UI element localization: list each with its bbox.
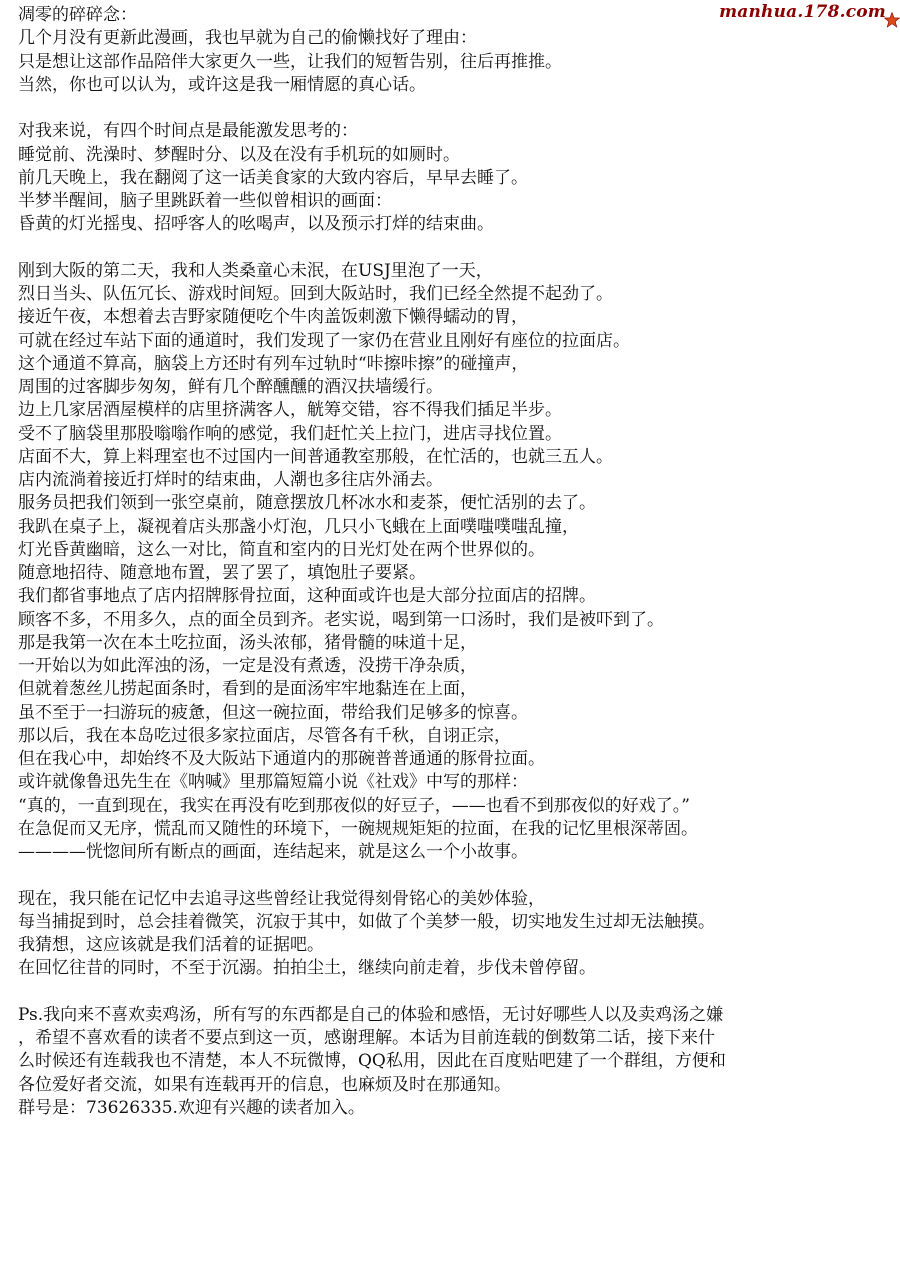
text-line: ，希望不喜欢看的读者不要点到这一页，感谢理解。本话为目前连载的倒数第二话，接下来什 xyxy=(18,1028,715,1048)
text-line: 一开始以为如此浑浊的汤，一定是没有煮透，没捞干净杂质， xyxy=(18,656,477,676)
paragraph-gap xyxy=(18,237,890,260)
text-line: 那是我第一次在本土吃拉面，汤头浓郁，猪骨髓的味道十足， xyxy=(18,632,477,653)
text-line: “真的，一直到现在，我实在再没有吃到那夜似的好豆子，——也看不到那夜似的好戏了。” xyxy=(18,795,690,816)
text-line: 灯光昏黄幽暗，这么一对比，简直和室内的日光灯处在两个世界似的。 xyxy=(18,539,545,560)
text-line: 边上几家居酒屋模样的店里挤满客人，觥筹交错，容不得我们插足半步。 xyxy=(18,400,562,421)
text-line: 服务员把我们领到一张空桌前，随意摆放几杯冰水和麦茶，便忙活别的去了。 xyxy=(18,493,596,514)
paragraph xyxy=(18,1004,890,1120)
text-line: 半梦半醒间，脑子里跳跃着一些似曾相识的画面： xyxy=(18,191,392,211)
text-line: 每当捕捉到时，总会挂着微笑，沉寂于其中，如做了个美梦一般，切实地发生过却无法触摸。 xyxy=(18,911,715,932)
text-line: 我们都省事地点了店内招牌豚骨拉面，这种面或许也是大部分拉面店的招牌。 xyxy=(18,586,596,607)
text-line: 但就着葱丝儿捞起面条时，看到的是面汤牢牢地黏连在上面， xyxy=(18,679,477,700)
text-line: 随意地招待、随意地布置，罢了罢了，填饱肚子要紧。 xyxy=(18,563,426,583)
text-line: 周围的过客脚步匆匆，鲜有几个醉醺醺的酒汉扶墙缓行。 xyxy=(18,377,443,397)
text-line: 睡觉前、洗澡时、梦醒时分、以及在没有手机玩的如厕时。 xyxy=(18,144,460,165)
text-line: 现在，我只能在记忆中去追寻这些曾经让我觉得刻骨铭心的美妙体验， xyxy=(18,888,545,909)
text-line: 当然，你也可以认为，或许这是我一厢情愿的真心话。 xyxy=(18,74,426,95)
text-line: 顾客不多，不用多久，点的面全员到齐。老实说，喝到第一口汤时，我们是被吓到了。 xyxy=(18,609,664,630)
text-line: ————恍惚间所有断点的画面，连结起来，就是这么一个小故事。 xyxy=(18,842,528,862)
text-line: 凋零的碎碎念： xyxy=(18,5,137,25)
text-line: 烈日当头、队伍冗长、游戏时间短。回到大阪站时，我们已经全然提不起劲了。 xyxy=(18,284,613,304)
text-line: 刚到大阪的第二天，我和人类桑童心未泯，在USJ里泡了一天， xyxy=(18,260,493,281)
text-line: 前几天晚上，我在翻阅了这一话美食家的大致内容后，早早去睡了。 xyxy=(18,167,528,188)
text-line: 昏黄的灯光摇曳、招呼客人的吆喝声，以及预示打烊的结束曲。 xyxy=(18,214,494,235)
paragraph xyxy=(18,888,890,981)
text-line: 我猜想，这应该就是我们活着的证据吧。 xyxy=(18,935,324,955)
text-line: 受不了脑袋里那股嗡嗡作响的感觉，我们赶忙关上拉门，进店寻找位置。 xyxy=(18,423,562,444)
text-line: 群号是：73626335.欢迎有兴趣的读者加入。 xyxy=(18,1097,365,1118)
paragraph xyxy=(18,4,890,97)
paragraph-gap xyxy=(18,864,890,887)
text-line: 店面不大，算上料理室也不过国内一间普通教室那般，在忙活的，也就三五人。 xyxy=(18,446,613,467)
text-line: 那以后，我在本岛吃过很多家拉面店，尽管各有千秋，自诩正宗， xyxy=(18,725,511,746)
text-line: 我趴在桌子上，凝视着店头那盏小灯泡，几只小飞蛾在上面噗嗤噗嗤乱撞， xyxy=(18,516,579,537)
text-line: 各位爱好者交流，如果有连载再开的信息，也麻烦及时在那通知。 xyxy=(18,1074,511,1095)
paragraph-gap xyxy=(18,981,890,1004)
text-line: 几个月没有更新此漫画，我也早就为自己的偷懒找好了理由： xyxy=(18,28,477,49)
text-line: 虽不至于一扫游玩的疲惫，但这一碗拉面，带给我们足够多的惊喜。 xyxy=(18,702,528,723)
text-line: 对我来说，有四个时间点是最能激发思考的： xyxy=(18,121,358,142)
text-line: 在急促而又无序，慌乱而又随性的环境下，一碗规规矩矩的拉面，在我的记忆里根深蒂固。 xyxy=(18,818,698,839)
text-line: 但在我心中，却始终不及大阪站下通道内的那碗普普通通的豚骨拉面。 xyxy=(18,749,545,769)
paragraph xyxy=(18,120,890,236)
afterword-text xyxy=(18,4,890,1120)
paragraph-gap xyxy=(18,97,890,120)
text-line: 或许就像鲁迅先生在《呐喊》里那篇短篇小说《社戏》中写的那样： xyxy=(18,772,528,793)
text-line: 可就在经过车站下面的通道时，我们发现了一家仍在营业且刚好有座位的拉面店。 xyxy=(18,330,630,351)
text-line: 接近午夜，本想着去吉野家随便吃个牛肉盖饭刺激下懒得蠕动的胃， xyxy=(18,307,528,328)
text-line: Ps.我向来不喜欢卖鸡汤，所有写的东西都是自己的体验和感悟，无讨好哪些人以及卖鸡汤之嫌 xyxy=(18,1004,724,1025)
site-watermark: manhua.178.com xyxy=(719,2,886,22)
text-line: 这个通道不算高，脑袋上方还时有列车过轨时“咔擦咔擦”的碰撞声， xyxy=(18,353,529,374)
paragraph xyxy=(18,260,890,865)
text-line: 在回忆往昔的同时，不至于沉溺。拍拍尘土，继续向前走着，步伐未曾停留。 xyxy=(18,958,596,979)
text-line: 只是想让这部作品陪伴大家更久一些，让我们的短暂告别，往后再推推。 xyxy=(18,51,562,72)
text-line: 么时候还有连载我也不清楚，本人不玩微博，QQ私用，因此在百度贴吧建了一个群组，方便和 xyxy=(18,1051,726,1072)
text-line: 店内流淌着接近打烊时的结束曲，人潮也多往店外涌去。 xyxy=(18,470,443,490)
